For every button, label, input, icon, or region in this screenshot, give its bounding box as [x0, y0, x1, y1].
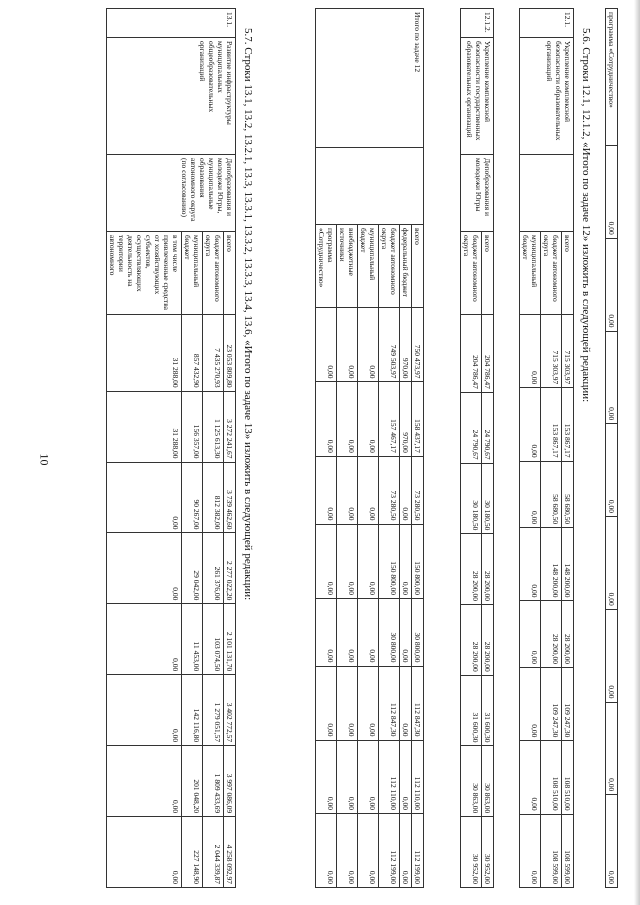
amount-cell: 3 739 462,60 [224, 462, 236, 533]
amount-cell: 28 200,00 [482, 534, 494, 605]
amount-cell: 112 847,30 [379, 666, 400, 740]
amount-cell: 24 790,67 [482, 392, 494, 463]
funding-source: программа «Сотрудничество» [316, 225, 337, 308]
amount-cell: 749 503,97 [379, 308, 400, 382]
amount-cell: 153 867,17 [541, 388, 562, 461]
amount-cell: 30 952,00 [461, 817, 482, 888]
amount-cell: 0,00 [520, 388, 541, 461]
amount-cell: 150 800,00 [379, 524, 400, 598]
amount-cell: 0,00 [107, 746, 182, 817]
amount-cell: 3 402 772,57 [224, 675, 236, 746]
amount-cell: 150 800,00 [412, 524, 424, 598]
row-name: Укрепление комплексной безопасности образовательных организаций [520, 38, 574, 155]
amount-cell: 0,00 [316, 813, 337, 887]
amount-cell: 28 200,00 [482, 605, 494, 676]
amount-cell: 109 247,30 [562, 668, 574, 741]
amount-cell: 108 510,00 [562, 741, 574, 814]
amount-cell: 112 110,00 [412, 740, 424, 813]
amount-cell: 30 863,00 [461, 746, 482, 817]
amount-cell: 3 997 086,09 [224, 746, 236, 817]
amount-cell: 0,00 [316, 666, 337, 740]
amount-cell: 0,00 [358, 813, 379, 887]
top-row-cell: 0,00 [606, 702, 618, 795]
amount-cell: 11 453,00 [182, 604, 203, 675]
funding-source: федеральный бюджет [400, 225, 412, 308]
amount-cell: 31 600,30 [482, 675, 494, 746]
row-name: Итого по задаче 12 [316, 9, 424, 148]
amount-cell: 148 200,00 [562, 528, 574, 601]
table-row [224, 9, 236, 888]
amount-cell: 715 303,97 [562, 315, 574, 388]
amount-cell: 73 280,50 [412, 456, 424, 524]
amount-cell: 2 277 022,20 [224, 533, 236, 604]
amount-cell: 148 200,00 [541, 528, 562, 601]
top-row-cell: 0,00 [606, 331, 618, 424]
amount-cell: 812 382,00 [203, 462, 224, 533]
amount-cell: 0,00 [316, 598, 337, 666]
amount-cell: 108 599,00 [562, 814, 574, 887]
amount-cell: 0,00 [107, 817, 182, 888]
amount-cell: 0,00 [400, 456, 412, 524]
row-number: 12.1.2. [461, 9, 494, 38]
row-number: 13.1. [107, 9, 236, 38]
amount-cell: 0,00 [337, 598, 358, 666]
amount-cell: 31 288,00 [107, 315, 182, 392]
amount-cell: 3 272 241,67 [224, 391, 236, 462]
amount-cell: 204 786,47 [461, 315, 482, 393]
top-row-cell: 0,00 [606, 146, 618, 239]
amount-cell: 0,00 [358, 524, 379, 598]
amount-cell: 970,00 [400, 308, 412, 382]
amount-cell: 7 435 270,93 [203, 315, 224, 392]
amount-cell: 112 199,00 [379, 813, 400, 887]
amount-cell: 0,00 [316, 740, 337, 813]
amount-cell: 58 680,50 [562, 461, 574, 528]
amount-cell: 0,00 [520, 461, 541, 528]
amount-cell: 1 125 613,30 [203, 391, 224, 462]
funding-source: всего [482, 232, 494, 315]
amount-cell: 58 680,50 [541, 461, 562, 528]
amount-cell: 750 473,97 [412, 308, 424, 382]
amount-cell: 30 800,00 [412, 598, 424, 666]
amount-cell: 29 042,00 [182, 533, 203, 604]
amount-cell: 0,00 [520, 668, 541, 741]
amount-cell: 28 200,00 [461, 534, 482, 605]
amount-cell: 0,00 [358, 308, 379, 382]
amount-cell: 30 800,00 [379, 598, 400, 666]
amount-cell: 0,00 [400, 813, 412, 887]
amount-cell: 0,00 [337, 382, 358, 456]
amount-cell: 1 809 433,69 [203, 746, 224, 817]
amount-cell: 0,00 [520, 528, 541, 601]
amount-cell: 0,00 [358, 740, 379, 813]
amount-cell: 0,00 [337, 456, 358, 524]
amount-cell: 261 376,00 [203, 533, 224, 604]
amount-cell: 153 867,17 [562, 388, 574, 461]
amount-cell: 0,00 [316, 456, 337, 524]
amount-cell: 0,00 [358, 456, 379, 524]
amount-cell: 30 180,50 [461, 463, 482, 534]
amount-cell: 73 280,50 [379, 456, 400, 524]
rotated-content [20, 8, 620, 898]
amount-cell: 227 148,90 [182, 817, 203, 888]
funding-source: муниципальный бюджет [182, 232, 203, 315]
top-row-cell: 0,00 [606, 238, 618, 331]
amount-cell: 970,00 [400, 382, 412, 456]
amount-cell: 31 600,30 [461, 675, 482, 746]
amount-cell: 112 110,00 [379, 740, 400, 813]
amount-cell: 30 863,00 [482, 746, 494, 817]
amount-cell: 0,00 [520, 814, 541, 887]
amount-cell: 0,00 [520, 601, 541, 668]
amount-cell: 108 510,00 [541, 741, 562, 814]
amount-cell: 0,00 [107, 462, 182, 533]
funding-source: бюджет автономного округа [541, 232, 562, 315]
amount-cell: 108 599,00 [541, 814, 562, 887]
row-13-1-table [106, 8, 236, 888]
row-name: Укрепление комплексной безопасности государственных образовательных организаций [461, 38, 494, 155]
amount-cell: 142 116,80 [182, 675, 203, 746]
amount-cell: 31 288,00 [107, 391, 182, 462]
scan-edge [634, 0, 640, 905]
amount-cell: 715 303,97 [541, 315, 562, 388]
amount-cell: 0,00 [520, 315, 541, 388]
top-row-cell: 0,00 [606, 795, 618, 888]
amount-cell: 90 267,00 [182, 462, 203, 533]
amount-cell: 0,00 [107, 675, 182, 746]
amount-cell: 103 074,50 [203, 604, 224, 675]
top-row-cell: 0,00 [606, 517, 618, 610]
amount-cell: 0,00 [358, 598, 379, 666]
row-executor: Депобразования и молодежи Югры [461, 155, 494, 232]
amount-cell: 30 952,00 [482, 817, 494, 888]
amount-cell: 2 044 339,87 [203, 817, 224, 888]
amount-cell: 28 200,00 [461, 605, 482, 676]
amount-cell: 0,00 [400, 666, 412, 740]
top-row-cell: 0,00 [606, 424, 618, 517]
funding-source: внебюджетные источники [337, 225, 358, 308]
funding-source: всего [224, 232, 236, 315]
row-name: Развитие инфраструктуры муниципальных общеобразовательных организаций [107, 38, 236, 155]
amount-cell: 28 200,00 [562, 601, 574, 668]
amount-cell: 1 279 051,57 [203, 675, 224, 746]
amount-cell: 0,00 [107, 604, 182, 675]
row-executor [316, 148, 424, 225]
table-row [482, 9, 494, 888]
funding-source: бюджет автономного округа [461, 232, 482, 315]
row-12-1-2-table [460, 8, 494, 888]
row-executor: Депобразования и молодежи Югры, муниципальные образования автономного округа (по согласованию) [107, 155, 236, 232]
top-row-cell: 0,00 [606, 609, 618, 702]
amount-cell: 157 467,17 [379, 382, 400, 456]
amount-cell: 2 101 131,70 [224, 604, 236, 675]
section-5-7-title: 5.7. Строки 13.1, 13.2, 13.2.1, 13.3, 13.3.1, 13.3.2, 13.3.3, 13.4, 13.6, «Итого по задаче 13» изложить в следующей редакции: [242, 28, 254, 601]
amount-cell: 28 200,00 [541, 601, 562, 668]
funding-source: муниципальный бюджет [520, 232, 541, 315]
funding-source: всего [412, 225, 424, 308]
funding-source: бюджет автономного округа [203, 232, 224, 315]
amount-cell: 24 790,67 [461, 392, 482, 463]
top-row-label: программа «Сотрудничество» [606, 9, 618, 146]
row-number: 12.1. [520, 9, 574, 38]
table-row [562, 9, 574, 888]
amount-cell: 156 357,00 [182, 391, 203, 462]
row-executor [520, 155, 574, 232]
amount-cell: 112 847,30 [412, 666, 424, 740]
top-row-table [605, 8, 618, 888]
amount-cell: 0,00 [358, 382, 379, 456]
amount-cell: 0,00 [400, 740, 412, 813]
amount-cell: 23 053 809,80 [224, 315, 236, 392]
table-row [412, 9, 424, 888]
amount-cell: 857 432,90 [182, 315, 203, 392]
amount-cell: 0,00 [316, 382, 337, 456]
page-number: 10 [37, 453, 52, 466]
amount-cell: 0,00 [316, 308, 337, 382]
amount-cell: 0,00 [337, 666, 358, 740]
amount-cell: 201 048,20 [182, 746, 203, 817]
amount-cell: 4 258 092,97 [224, 817, 236, 888]
funding-source: бюджет автономного округа [379, 225, 400, 308]
funding-source: всего [562, 232, 574, 315]
total-12-table [315, 8, 424, 888]
amount-cell: 0,00 [337, 524, 358, 598]
amount-cell: 0,00 [337, 813, 358, 887]
amount-cell: 112 199,00 [412, 813, 424, 887]
amount-cell: 0,00 [520, 741, 541, 814]
funding-source: муниципальный бюджет [358, 225, 379, 308]
amount-cell: 0,00 [107, 533, 182, 604]
amount-cell: 0,00 [358, 666, 379, 740]
amount-cell: 30 180,50 [482, 463, 494, 534]
amount-cell: 0,00 [316, 524, 337, 598]
amount-cell: 109 247,30 [541, 668, 562, 741]
amount-cell: 204 786,47 [482, 315, 494, 393]
amount-cell: 0,00 [400, 598, 412, 666]
funding-source: в том числе привлеченные средства от хозяйствующих субъектов, осуществляющих деятельность на территории автономного [107, 232, 182, 315]
amount-cell: 0,00 [337, 308, 358, 382]
amount-cell: 0,00 [337, 740, 358, 813]
amount-cell: 0,00 [400, 524, 412, 598]
row-12-1-table [519, 8, 574, 888]
section-5-6-title: 5.6. Строки 12.1, 12.1.2, «Итого по задаче 12» изложить в следующей редакции: [580, 28, 592, 403]
amount-cell: 158 437,17 [412, 382, 424, 456]
